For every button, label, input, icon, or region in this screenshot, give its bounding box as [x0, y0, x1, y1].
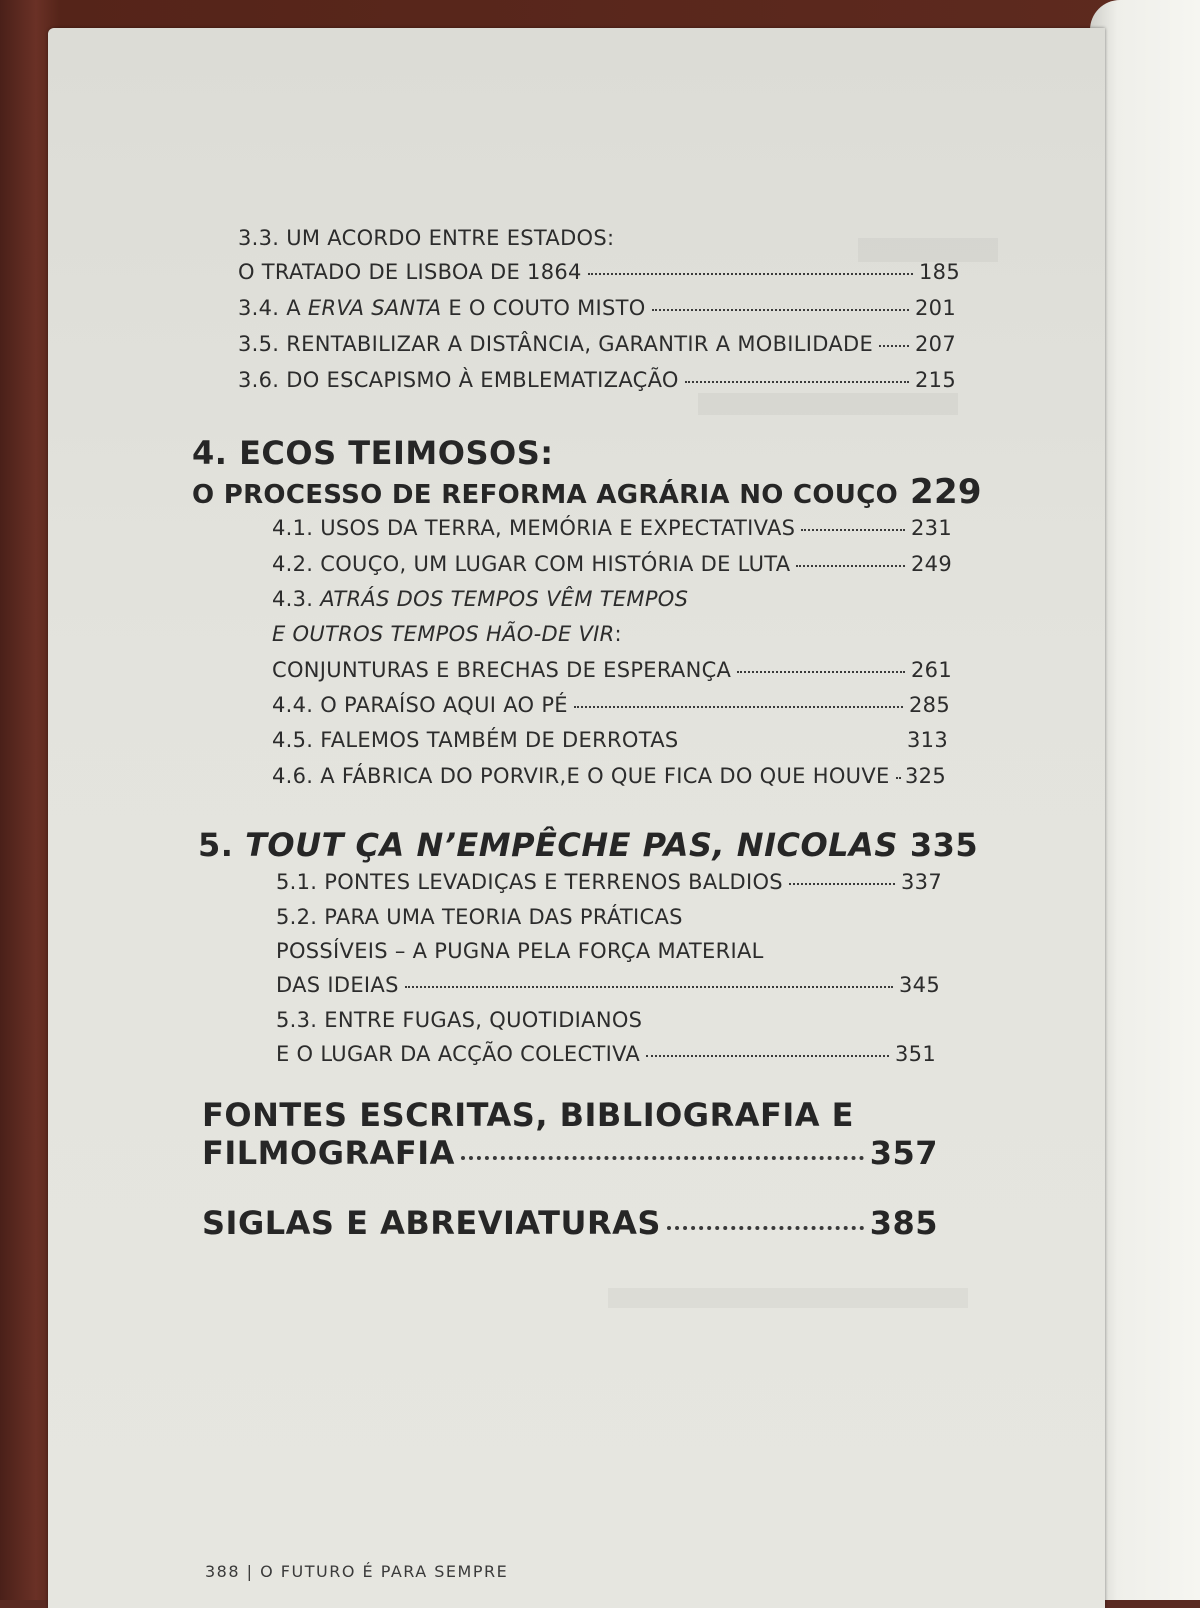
- fontes-title-line2: FILMOGRAFIA: [202, 1134, 455, 1172]
- page-number: 249: [911, 552, 952, 576]
- toc-entry-4-1[interactable]: [272, 516, 952, 540]
- show-through-mark: [608, 1288, 968, 1308]
- page-number: 201: [915, 296, 956, 320]
- fontes-title-line1: FONTES ESCRITAS, BIBLIOGRAFIA E: [202, 1096, 854, 1134]
- toc-4-6-title: 4.6. A FÁBRICA DO PORVIR,E O QUE FICA DO QUE HOUVE: [272, 764, 890, 788]
- toc-3-5-title: 3.5. RENTABILIZAR A DISTÂNCIA, GARANTIR A MOBILIDADE: [238, 332, 874, 356]
- italic-term: TOUT ÇA N’EMPÊCHE PAS, NICOLAS: [245, 826, 898, 864]
- show-through-mark: [698, 393, 958, 415]
- page-number: 345: [899, 973, 940, 997]
- dot-leader: [652, 309, 909, 311]
- page-number: 215: [915, 368, 956, 392]
- dot-leader: [737, 671, 905, 673]
- toc-3-6-title: 3.6. DO ESCAPISMO À EMBLEMATIZAÇÃO: [238, 368, 679, 392]
- dot-leader: [574, 706, 903, 708]
- toc-entry-siglas[interactable]: [202, 1204, 938, 1242]
- toc-5-2-line1: 5.2. PARA UMA TEORIA DAS PRÁTICAS: [276, 905, 683, 929]
- toc-entry-5-2[interactable]: [276, 973, 940, 997]
- page-number: 229: [910, 472, 982, 512]
- toc-entry-4-4[interactable]: [272, 693, 950, 717]
- toc-4-3-line2: E OUTROS TEMPOS HÃO-DE VIR:: [272, 622, 622, 646]
- chapter-4-subtitle: O PROCESSO DE REFORMA AGRÁRIA NO COUÇO: [192, 480, 898, 510]
- show-through-mark: [858, 238, 998, 262]
- toc-4-3-line1: 4.3. ATRÁS DOS TEMPOS VÊM TEMPOS: [272, 587, 689, 611]
- toc-entry-3-5[interactable]: [238, 332, 956, 356]
- italic-term: ATRÁS DOS TEMPOS VÊM TEMPOS: [320, 587, 689, 611]
- toc-entry-chapter-5[interactable]: [198, 826, 979, 864]
- dot-leader: [789, 883, 895, 885]
- dot-leader: [801, 529, 905, 531]
- dot-leader: [896, 777, 899, 779]
- toc-3-4-title: 3.4. A ERVA SANTA E O COUTO MISTO: [238, 296, 646, 320]
- dot-leader: [461, 1156, 864, 1160]
- toc-4-5-title: 4.5. FALEMOS TAMBÉM DE DERROTAS: [272, 728, 679, 752]
- facing-page-edge: [1090, 0, 1200, 1600]
- page-number: 335: [909, 826, 979, 864]
- toc-entry-3-6[interactable]: [238, 368, 956, 392]
- page-number: 357: [869, 1134, 938, 1172]
- page-number: 337: [901, 870, 942, 894]
- footer-book-title: O FUTURO É PARA SEMPRE: [260, 1562, 509, 1581]
- dot-leader: [796, 565, 905, 567]
- dot-leader: [685, 381, 909, 383]
- dot-leader: [685, 741, 902, 743]
- toc-5-3-line2: E O LUGAR DA ACÇÃO COLECTIVA: [276, 1042, 641, 1066]
- toc-entry-chapter-4[interactable]: [192, 472, 982, 512]
- page-number: 285: [909, 693, 950, 717]
- page-number: 207: [915, 332, 956, 356]
- siglas-title: SIGLAS E ABREVIATURAS: [202, 1204, 661, 1242]
- toc-entry-4-5[interactable]: [272, 728, 948, 752]
- toc-5-2-line3: DAS IDEIAS: [276, 973, 399, 997]
- dot-leader: [588, 273, 913, 275]
- toc-3-3-line2: O TRATADO DE LISBOA DE 1864: [238, 260, 582, 284]
- toc-4-1-title: 4.1. USOS DA TERRA, MEMÓRIA E EXPECTATIVAS: [272, 516, 796, 540]
- toc-entry-4-2[interactable]: [272, 552, 952, 576]
- toc-5-2-line2: POSSÍVEIS – A PUGNA PELA FORÇA MATERIAL: [276, 939, 764, 963]
- toc-4-3-line3: CONJUNTURAS E BRECHAS DE ESPERANÇA: [272, 658, 732, 682]
- chapter-5-title: 5. TOUT ÇA N’EMPÊCHE PAS, NICOLAS: [198, 826, 898, 864]
- italic-term: E OUTROS TEMPOS HÃO-DE VIR: [272, 622, 615, 646]
- toc-entry-3-3[interactable]: [238, 260, 960, 284]
- page-number: 185: [919, 260, 960, 284]
- page-number: 313: [907, 728, 948, 752]
- dot-leader: [667, 1226, 864, 1230]
- chapter-4-title: 4. ECOS TEIMOSOS:: [192, 434, 554, 472]
- footer-separator: |: [246, 1562, 254, 1581]
- page-number: 261: [911, 658, 952, 682]
- toc-entry-5-3[interactable]: [276, 1042, 936, 1066]
- page-footer: [205, 1562, 508, 1581]
- dot-leader: [405, 986, 893, 988]
- toc-5-1-title: 5.1. PONTES LEVADIÇAS E TERRENOS BALDIOS: [276, 870, 783, 894]
- page-number: 231: [911, 516, 952, 540]
- toc-4-4-title: 4.4. O PARAÍSO AQUI AO PÉ: [272, 693, 568, 717]
- toc-4-2-title: 4.2. COUÇO, UM LUGAR COM HISTÓRIA DE LUTA: [272, 552, 791, 576]
- toc-entry-fontes[interactable]: [202, 1134, 938, 1172]
- toc-entry-4-3[interactable]: [272, 658, 952, 682]
- page-number: 325: [905, 764, 946, 788]
- page-number: 351: [895, 1042, 936, 1066]
- dot-leader: [646, 1055, 889, 1057]
- toc-entry-4-6[interactable]: [272, 764, 946, 788]
- toc-3-3-line1: 3.3. UM ACORDO ENTRE ESTADOS:: [238, 226, 615, 250]
- dot-leader: [879, 345, 909, 347]
- page-number: 385: [869, 1204, 938, 1242]
- toc-5-3-line1: 5.3. ENTRE FUGAS, QUOTIDIANOS: [276, 1008, 643, 1032]
- toc-entry-5-1[interactable]: [276, 870, 942, 894]
- italic-term: ERVA SANTA: [307, 296, 442, 320]
- footer-page-number: 388: [205, 1562, 241, 1581]
- toc-entry-3-4[interactable]: [238, 296, 956, 320]
